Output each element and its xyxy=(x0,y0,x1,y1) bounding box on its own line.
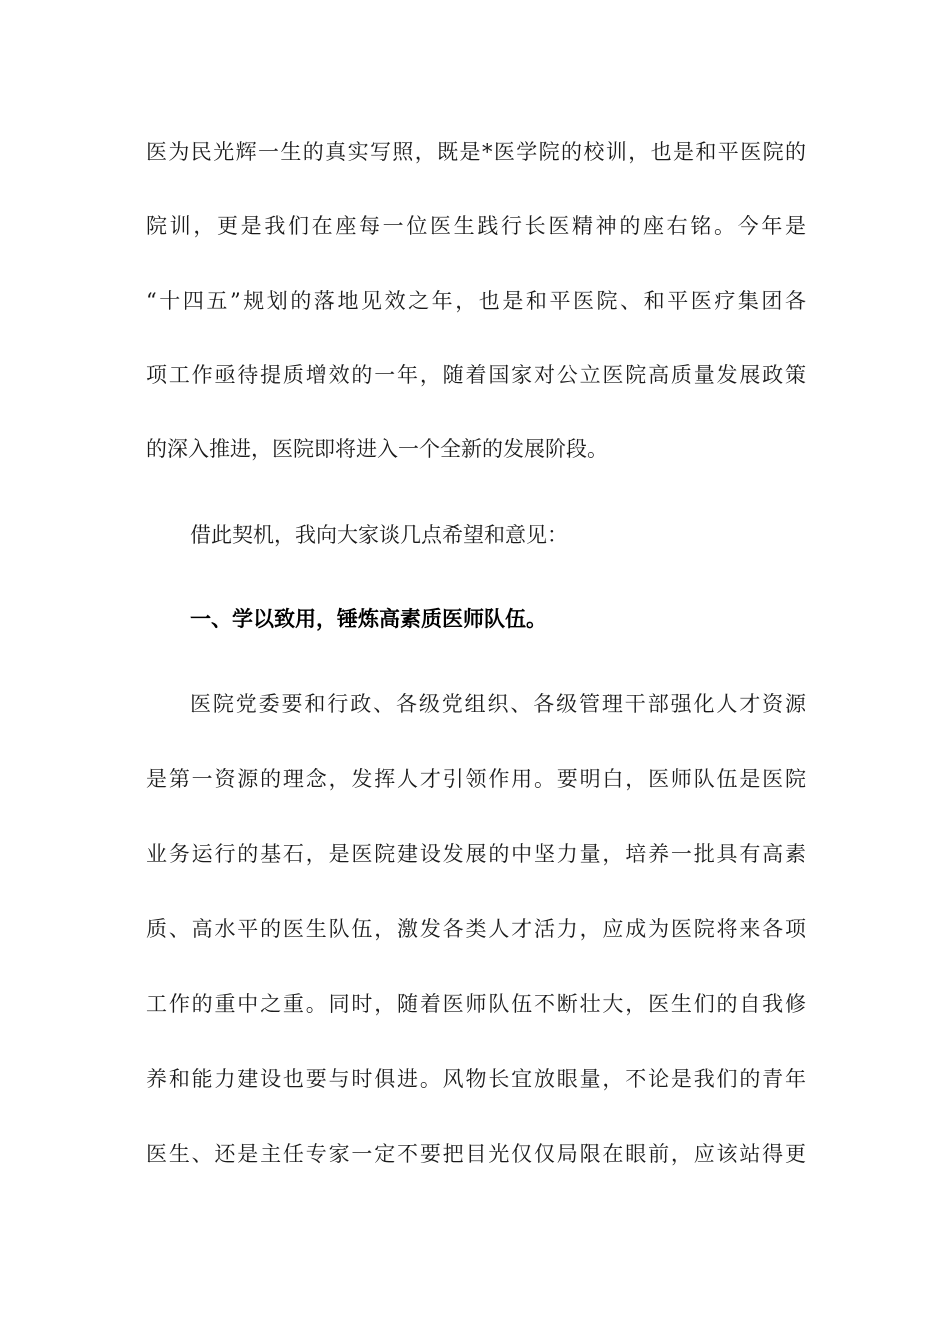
paragraph-line: 的深入推进，医院即将进入一个全新的发展阶段。 xyxy=(146,437,608,461)
paragraph-line: 工作的重中之重。同时，随着医师队伍不断壮大，医生们的自我修 xyxy=(146,992,806,1016)
paragraph-line: 借此契机，我向大家谈几点希望和意见： xyxy=(190,523,568,547)
paragraph-line: 养和能力建设也要与时俱进。风物长宜放眼量，不论是我们的青年 xyxy=(146,1067,806,1091)
paragraph-line: 项工作亟待提质增效的一年，随着国家对公立医院高质量发展政策 xyxy=(146,363,806,387)
paragraph-line: 质、高水平的医生队伍，激发各类人才活力，应成为医院将来各项 xyxy=(146,917,806,941)
paragraph-line: 医院党委要和行政、各级党组织、各级管理干部强化人才资源 xyxy=(190,692,806,716)
paragraph-line: “十四五”规划的落地见效之年，也是和平医院、和平医疗集团各 xyxy=(146,289,806,313)
paragraph-line: 是第一资源的理念，发挥人才引领作用。要明白，医师队伍是医院 xyxy=(146,767,806,791)
section-heading: 一、学以致用，锤炼高素质医师队伍。 xyxy=(190,606,547,631)
paragraph-line: 院训，更是我们在座每一位医生践行长医精神的座右铭。今年是 xyxy=(146,214,806,238)
paragraph-line: 医为民光辉一生的真实写照，既是*医学院的校训，也是和平医院的 xyxy=(146,140,806,164)
paragraph-line: 业务运行的基石，是医院建设发展的中坚力量，培养一批具有高素 xyxy=(146,842,806,866)
paragraph-line: 医生、还是主任专家一定不要把目光仅仅局限在眼前，应该站得更 xyxy=(146,1142,806,1166)
